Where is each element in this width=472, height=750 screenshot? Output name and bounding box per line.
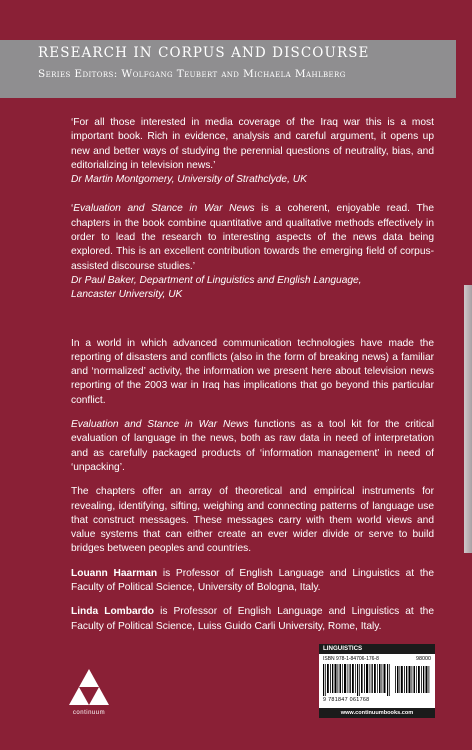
barcode-panel: [319, 644, 435, 718]
endorsement-1-attribution: Dr Martin Montgomery, University of Strathclyde, UK: [71, 174, 307, 186]
author-name: Louann Haarman: [71, 567, 158, 579]
endorsement-2-attribution-line2: Lancaster University, UK: [71, 289, 183, 301]
endorsement-1: [71, 116, 434, 187]
price-code: 98000: [416, 656, 431, 662]
endorsement-1-text: ‘For all those interested in media coverage of the Iraq war this is a most important book. Rich in evidence, analysis and careful argument, it opens up new and better ways of studying the perennial questions of neutrality, bias, and editorializing in television news.’: [71, 117, 434, 171]
publisher-logo: [66, 664, 112, 722]
blurb-paragraph-1: In a world in which advanced communication technologies have made the reporting of disasters and conflicts (also in the form of breaking news) a familiar and ‘normalized’ activity, the information we present here about television news reporting of the 2003 war in Iraq has implications that go beyond this particular conflict.: [71, 337, 434, 406]
blurb-paragraph-2: Evaluation and Stance in War News functions as a tool kit for the critical evaluation of language in the news, both as raw data in need of interpretation and as carefully packaged products of ‘information management’ in need of ‘unpacking’.: [71, 419, 434, 473]
author-bio-2: Linda Lombardo is Professor of English Language and Linguistics at the Faculty of Political Science, Luiss Guido Carli University, Rome, Italy.: [71, 606, 434, 632]
author-name: Linda Lombardo: [71, 606, 155, 618]
endorsement-2-attribution-line1: Dr Paul Baker, Department of Linguistics and English Language,: [71, 274, 362, 286]
series-band: [0, 40, 456, 98]
book-title: Evaluation and Stance in War News: [73, 203, 255, 215]
isbn-text: ISBN 978-1-84706-176-8: [323, 656, 379, 662]
blurb-paragraph-3: The chapters offer an array of theoretical and empirical instruments for revealing, identifying, sifting, weighing and connecting patterns of language use that construct messages. These messages carry with them world views and value systems that can either create an ever wider divide or serve to build bridges between peoples and countries.: [71, 486, 434, 555]
barcode-number: 9 781847 061768: [323, 697, 370, 703]
barcode-icon: [323, 664, 431, 696]
endorsement-2-text: ‘Evaluation and Stance in War News is a coherent, enjoyable read. The chapters in the book combine quantitative and qualitative methods effectively in order to lead the research to interesting aspects of the news data being explored. This is an excellent contribution towards the emerging field of corpus-assisted discourse studies.’: [71, 203, 434, 272]
subject-category: LINGUISTICS: [319, 644, 435, 654]
endorsement-2: [71, 202, 434, 302]
series-editors: Series Editors: Wolfgang Teubert and Michaela Mahlberg: [38, 68, 346, 80]
publisher-website: www.continuumbooks.com: [319, 708, 435, 718]
book-title: Evaluation and Stance in War News: [71, 419, 249, 431]
blurb: [71, 337, 434, 634]
continuum-logo-icon: [66, 664, 112, 710]
publisher-name: continuum: [72, 710, 106, 716]
page-edge: [464, 285, 472, 553]
series-title: RESEARCH IN CORPUS AND DISCOURSE: [38, 45, 370, 61]
author-bio-1: Louann Haarman is Professor of English Language and Linguistics at the Faculty of Political Science, University of Bologna, Italy.: [71, 567, 434, 594]
cover-text: [71, 116, 434, 644]
